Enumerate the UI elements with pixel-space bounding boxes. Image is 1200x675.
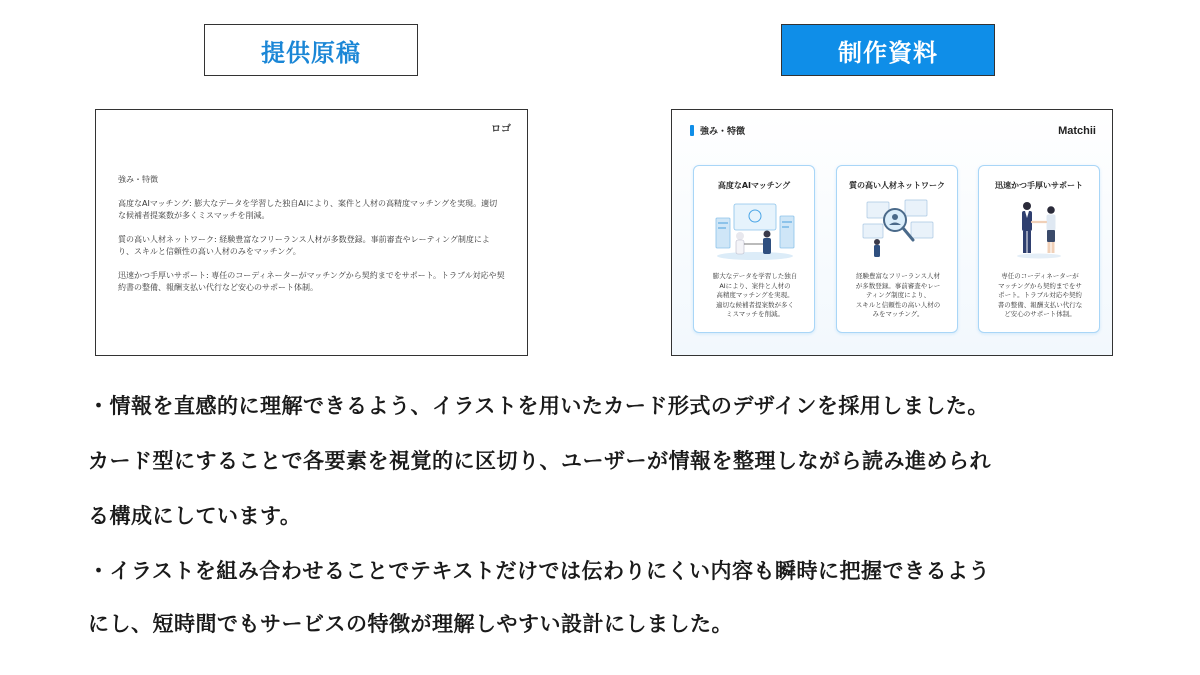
logo-placeholder: ロゴ: [491, 124, 511, 135]
card-line: AIにより、案件と人材の: [719, 281, 791, 290]
business-people-illustration-icon: [995, 196, 1085, 262]
card-line: スキルと信頼性の高い人材の: [855, 300, 941, 309]
manuscript-paragraph-1: 高度なAIマッチング: 膨大なデータを学習した独自AIにより、案件と人材の高精度マッチングを実現。適切な候補者提案数が多くミスマッチを削減。: [118, 199, 498, 220]
feature-card-talent-network: [836, 165, 958, 333]
description-line-4: ・イラストを組み合わせることでテキストだけでは伝わりにくい内容も瞬時に把握できるよう: [88, 559, 990, 583]
card-line: 膨大なデータを学習した独自: [712, 272, 798, 280]
slide-title-text: 強み・特徴: [700, 127, 746, 137]
ai-robot-handshake-illustration-icon: [710, 196, 800, 262]
description-line-5: にし、短時間でもサービスの特徴が理解しやすい設計にしました。: [88, 612, 733, 636]
card-line: ティング制度により、: [865, 291, 931, 299]
card-description: [702, 272, 808, 320]
card-line: ど安心のサポート体制。: [1004, 310, 1076, 318]
manuscript-paragraph-2: 質の高い人材ネットワーク: 経験豊富なフリーランス人材が多数登録。事前審査やレーティング制度により、スキルと信頼性の高い人材のみをマッチング。: [118, 235, 490, 256]
description-line-1: ・情報を直感的に理解できるよう、イラストを用いたカード形式のデザインを採用しました。: [88, 394, 989, 418]
manuscript-paragraph-3: 迅速かつ手厚いサポート: 専任のコーディネーターがマッチングから契約までをサポート。トラブル対応や契約書の整備、報酬支払い代行など安心のサポート体制。: [118, 271, 505, 292]
slide-title: [690, 124, 745, 137]
card-line: が多数登録。事前審査やレー: [855, 281, 941, 290]
produced-material-panel: [671, 109, 1113, 356]
card-title: 迅速かつ手厚いサポート: [995, 181, 1083, 190]
card-line: 適切な候補者提案数が多く: [716, 300, 794, 309]
original-manuscript-panel: [95, 109, 528, 356]
produced-label: 制作資料: [781, 24, 995, 76]
feature-card-support: [978, 165, 1100, 333]
card-title: 高度なAIマッチング: [717, 181, 791, 190]
title-accent-bar: [690, 125, 694, 136]
description-line-2: カード型にすることで各要素を視覚的に区切り、ユーザーが情報を整理しながら読み進められ: [88, 449, 991, 473]
card-line: 専任のコーディネーターが: [1001, 272, 1079, 280]
brand-logo: Matchii: [1058, 125, 1096, 137]
card-title: 質の高い人材ネットワーク: [849, 181, 945, 190]
feature-card-ai-matching: [693, 165, 815, 333]
card-line: 書の整備、報酬支払い代行な: [997, 300, 1083, 309]
original-label: 提供原稿: [204, 24, 418, 76]
card-line: ミスマッチを削減。: [725, 310, 785, 318]
card-line: ポート。トラブル対応や契約: [998, 291, 1082, 299]
magnifier-profiles-illustration-icon: [853, 196, 943, 262]
description-line-3: る構成にしています。: [88, 504, 302, 528]
manuscript-heading: 強み・特徴: [118, 175, 158, 184]
card-description: [987, 272, 1093, 320]
card-description: [845, 272, 951, 320]
card-line: 経験豊富なフリーランス人材: [855, 272, 941, 280]
card-line: マッチングから契約までをサ: [998, 281, 1082, 290]
card-line: 高精度マッチングを実現。: [716, 291, 794, 299]
card-line: みをマッチング。: [872, 310, 924, 318]
